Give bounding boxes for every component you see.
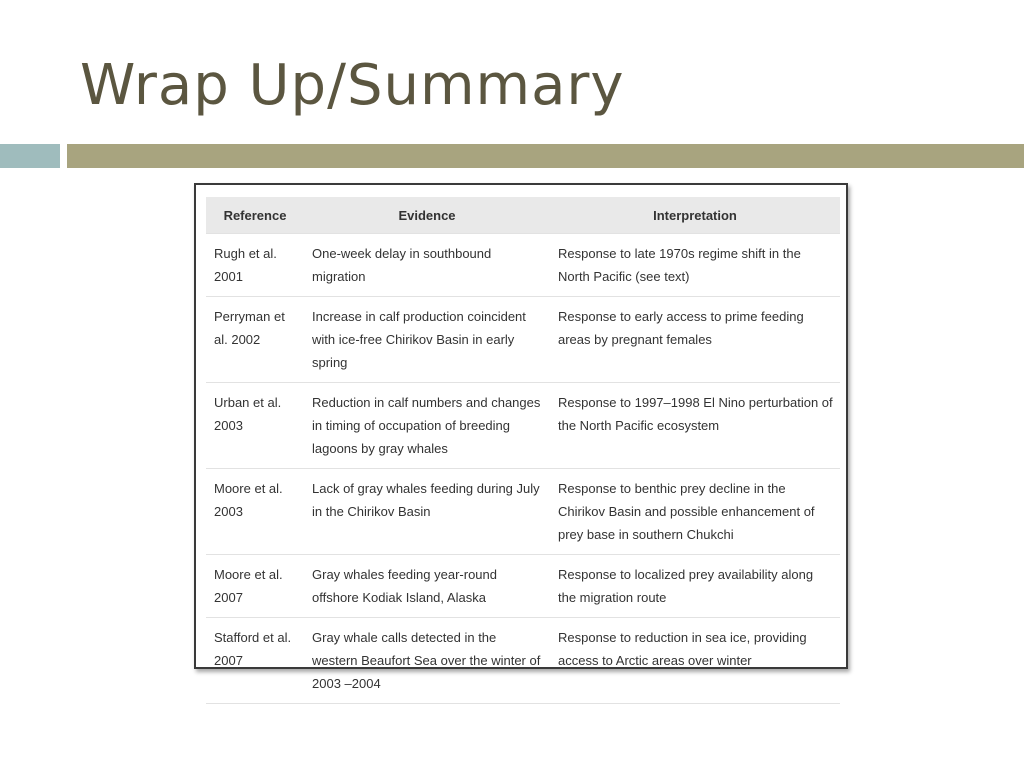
cell-evidence: Lack of gray whales feeding during July in the Chirikov Basin bbox=[304, 469, 550, 555]
cell-interpretation: Response to early access to prime feeding areas by pregnant females bbox=[550, 297, 840, 383]
cell-evidence: Increase in calf production coincident with ice-free Chirikov Basin in early spring bbox=[304, 297, 550, 383]
cell-reference: Rugh et al. 2001 bbox=[206, 234, 304, 297]
slide-title: Wrap Up/Summary bbox=[80, 53, 625, 118]
header-interpretation: Interpretation bbox=[550, 197, 840, 234]
table-row bbox=[206, 555, 840, 618]
cell-evidence: Gray whale calls detected in the western Beaufort Sea over the winter of 2003 –2004 bbox=[304, 618, 550, 704]
cell-reference: Perryman et al. 2002 bbox=[206, 297, 304, 383]
cell-reference: Urban et al. 2003 bbox=[206, 383, 304, 469]
table-row bbox=[206, 469, 840, 555]
table-row bbox=[206, 234, 840, 297]
cell-evidence: One-week delay in southbound migration bbox=[304, 234, 550, 297]
cell-interpretation: Response to 1997–1998 El Nino perturbation of the North Pacific ecosystem bbox=[550, 383, 840, 469]
cell-reference: Stafford et al. 2007 bbox=[206, 618, 304, 704]
cell-evidence: Reduction in calf numbers and changes in timing of occupation of breeding lagoons by gray whales bbox=[304, 383, 550, 469]
cell-interpretation: Response to benthic prey decline in the Chirikov Basin and possible enhancement of prey base in southern Chukchi bbox=[550, 469, 840, 555]
cell-reference: Moore et al. 2007 bbox=[206, 555, 304, 618]
table-image-frame bbox=[194, 183, 848, 691]
header-evidence: Evidence bbox=[304, 197, 550, 234]
header-reference: Reference bbox=[206, 197, 304, 234]
cell-interpretation: Response to reduction in sea ice, providing access to Arctic areas over winter bbox=[550, 618, 840, 704]
table-row bbox=[206, 618, 840, 704]
table-row bbox=[206, 297, 840, 383]
cell-interpretation: Response to late 1970s regime shift in the North Pacific (see text) bbox=[550, 234, 840, 297]
table-row bbox=[206, 383, 840, 469]
cell-reference: Moore et al. 2003 bbox=[206, 469, 304, 555]
accent-bar-teal bbox=[0, 144, 60, 168]
accent-bar-olive bbox=[67, 144, 1024, 168]
cell-evidence: Gray whales feeding year-round offshore Kodiak Island, Alaska bbox=[304, 555, 550, 618]
table-header-row bbox=[206, 197, 840, 234]
cell-interpretation: Response to localized prey availability along the migration route bbox=[550, 555, 840, 618]
evidence-table bbox=[206, 197, 840, 704]
